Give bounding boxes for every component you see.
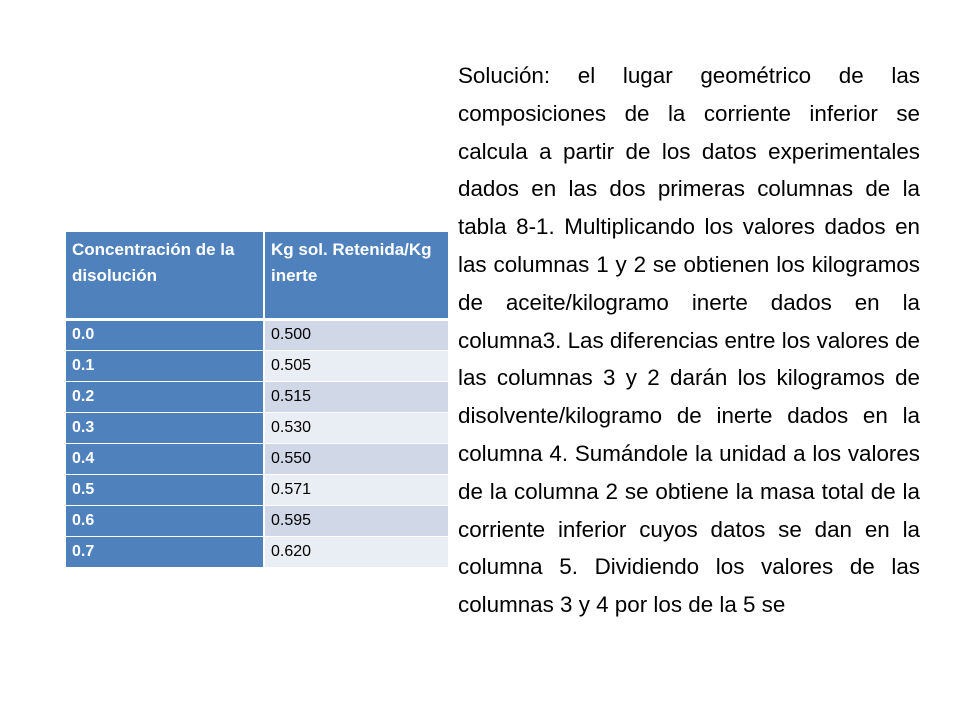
- header-concentracion: Concentración de la disolución: [66, 232, 264, 319]
- table-row: [66, 505, 448, 536]
- cell-concentracion: 0.2: [66, 381, 264, 412]
- table-row: [66, 474, 448, 505]
- cell-kg-sol: 0.505: [264, 350, 448, 381]
- cell-concentracion: 0.6: [66, 505, 264, 536]
- table-row: [66, 412, 448, 443]
- cell-kg-sol: 0.620: [264, 536, 448, 567]
- cell-concentracion: 0.4: [66, 443, 264, 474]
- table-row: [66, 381, 448, 412]
- cell-kg-sol: 0.550: [264, 443, 448, 474]
- cell-kg-sol: 0.530: [264, 412, 448, 443]
- cell-concentracion: 0.5: [66, 474, 264, 505]
- table-header-row: [66, 232, 448, 319]
- cell-kg-sol: 0.595: [264, 505, 448, 536]
- header-kg-sol-retenida: Kg sol. Retenida/Kg inerte: [264, 232, 448, 319]
- cell-concentracion: 0.1: [66, 350, 264, 381]
- solution-paragraph: Solución: el lugar geométrico de las composiciones de la corriente inferior se calcula a partir de los datos experimentales dados en las dos primeras columnas de la tabla 8-1. Multiplicando los valores dados en las columnas 1 y 2 se obtienen los kilogramos de aceite/kilogramo inerte dados en la columna3. Las diferencias entre los valores de las columnas 3 y 2 darán los kilogramos de disolvente/kilogramo de inerte dados en la columna 4. Sumándole la unidad a los valores de la columna 2 se obtiene la masa total de la corriente inferior cuyos datos se dan en la columna 5. Dividiendo los valores de las columnas 3 y 4 por los de la 5 se: [458, 63, 920, 618]
- table-row: [66, 536, 448, 567]
- cell-concentracion: 0.7: [66, 536, 264, 567]
- data-table: [66, 232, 448, 568]
- cell-kg-sol: 0.500: [264, 319, 448, 350]
- cell-concentracion: 0.0: [66, 319, 264, 350]
- cell-kg-sol: 0.515: [264, 381, 448, 412]
- cell-concentracion: 0.3: [66, 412, 264, 443]
- table-row: [66, 350, 448, 381]
- table-row: [66, 443, 448, 474]
- cell-kg-sol: 0.571: [264, 474, 448, 505]
- table-row: [66, 319, 448, 350]
